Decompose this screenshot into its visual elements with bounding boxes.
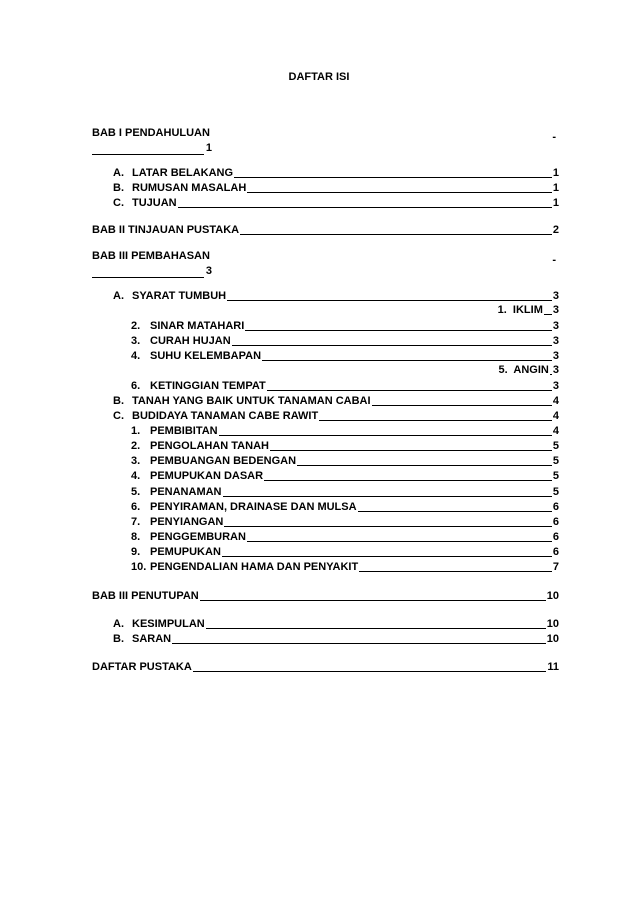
toc-page: 2 (552, 224, 559, 236)
toc-entry[interactable] (499, 364, 559, 377)
toc-leader (359, 571, 552, 572)
toc-leader (358, 511, 552, 512)
toc-leader (319, 420, 552, 421)
toc-entry-penutupan[interactable] (92, 588, 559, 603)
toc-label: 4. SUHU KELEMBAPAN (131, 350, 262, 362)
toc-page: 6 (552, 501, 559, 513)
toc-label: 2. SINAR MATAHARI (131, 320, 245, 332)
toc-page: 7 (552, 561, 559, 573)
toc-entry[interactable] (113, 631, 559, 646)
toc-leader (247, 541, 552, 542)
toc-leader (206, 628, 546, 629)
toc-label: C. BUDIDAYA TANAMAN CABE RAWIT (113, 410, 319, 422)
toc-page: 5 (552, 470, 559, 482)
toc-leader (550, 374, 552, 375)
toc-entry[interactable] (131, 544, 559, 559)
toc-label: 10. PENGENDALIAN HAMA DAN PENYAKIT (131, 561, 359, 573)
toc-leader (223, 496, 552, 497)
toc-leader (219, 435, 552, 436)
toc-entry[interactable] (131, 514, 559, 529)
toc-dash: - (552, 131, 556, 143)
toc-label: 8. PENGGEMBURAN (131, 531, 246, 543)
toc-page: 6 (552, 516, 559, 528)
toc-leader (270, 450, 552, 451)
toc-entry[interactable] (131, 559, 559, 574)
toc-label: 6. PENYIRAMAN, DRAINASE DAN MULSA (131, 501, 357, 513)
toc-leader (297, 465, 552, 466)
toc-page: 4 (552, 410, 559, 422)
toc-label: 3. PEMBUANGAN BEDENGAN (131, 455, 297, 467)
toc-label: B. SARAN (113, 633, 172, 645)
toc-page: 3 (552, 320, 559, 332)
toc-label: C. TUJUAN (113, 197, 177, 209)
toc-entry[interactable] (113, 180, 559, 195)
toc-label: 1. IKLIM (497, 304, 543, 316)
toc-label: 5. ANGIN (498, 364, 549, 376)
toc-leader (544, 314, 552, 315)
toc-entry[interactable] (131, 499, 559, 514)
toc-leader (262, 360, 552, 361)
toc-leader (200, 600, 546, 601)
toc-entry[interactable] (131, 318, 559, 333)
toc-entry[interactable] (131, 348, 559, 363)
toc-leader (178, 207, 552, 208)
toc-leader (240, 234, 552, 235)
toc-label: 4. PEMUPUKAN DASAR (131, 470, 264, 482)
toc-leader (232, 345, 552, 346)
toc-entry[interactable] (131, 378, 559, 393)
toc-label: A. LATAR BELAKANG (113, 167, 234, 179)
toc-leader (224, 526, 552, 527)
toc-leader (92, 265, 212, 278)
toc-label: BAB I PENDAHULUAN (92, 127, 210, 139)
toc-leader (92, 142, 212, 155)
toc-entry[interactable] (498, 304, 559, 317)
toc-leader (372, 405, 552, 406)
toc-label: BAB II TINJAUAN PUSTAKA (92, 224, 240, 236)
toc-page: 5 (552, 455, 559, 467)
toc-page: 10 (546, 618, 559, 630)
toc-entry-bab2[interactable] (92, 222, 559, 237)
toc-entry[interactable] (131, 438, 559, 453)
toc-page: 3 (552, 350, 559, 362)
toc-label: 7. PENYIANGAN (131, 516, 224, 528)
toc-page: 10 (546, 633, 559, 645)
toc-entry[interactable] (131, 423, 559, 438)
toc-page: 3 (552, 380, 559, 392)
toc-label: B. TANAH YANG BAIK UNTUK TANAMAN CABAI (113, 395, 371, 407)
toc-label: 5. PENANAMAN (131, 486, 222, 498)
toc-page: 3 (552, 335, 559, 347)
toc-entry[interactable] (131, 468, 559, 483)
toc-entry[interactable] (113, 165, 559, 180)
toc-label: 6. KETINGGIAN TEMPAT (131, 380, 266, 392)
toc-label: 2. PENGOLAHAN TANAH (131, 440, 269, 452)
toc-page: 3 (552, 290, 559, 302)
toc-entry[interactable] (113, 288, 559, 303)
toc-page: 3 (552, 304, 559, 316)
toc-page: 10 (546, 590, 559, 602)
page-title: DAFTAR ISI (288, 71, 350, 83)
toc-label: B. RUMUSAN MASALAH (113, 182, 247, 194)
toc-entry-pustaka[interactable] (92, 659, 559, 674)
toc-entry[interactable] (131, 333, 559, 348)
toc-label: DAFTAR PUSTAKA (92, 661, 192, 673)
toc-leader (222, 556, 552, 557)
toc-page: 4 (552, 425, 559, 437)
toc-page: 1 (552, 197, 559, 209)
toc-entry[interactable] (113, 408, 559, 423)
toc-entry-bab3[interactable] (92, 250, 212, 277)
toc-leader (247, 192, 552, 193)
toc-label: 9. PEMUPUKAN (131, 546, 221, 558)
toc-page: 6 (552, 531, 559, 543)
toc-page: 1 (552, 167, 559, 179)
toc-leader (227, 300, 552, 301)
toc-dash: - (552, 254, 556, 266)
toc-page: 6 (552, 546, 559, 558)
toc-leader (172, 643, 546, 644)
toc-label: A. SYARAT TUMBUH (113, 290, 227, 302)
toc-page: 5 (552, 440, 559, 452)
toc-page: 1 (552, 182, 559, 194)
toc-leader (245, 330, 552, 331)
toc-label: 1. PEMBIBITAN (131, 425, 218, 437)
toc-entry[interactable] (131, 484, 559, 499)
toc-label: A. KESIMPULAN (113, 618, 205, 630)
toc-label: BAB III PEMBAHASAN (92, 250, 210, 262)
toc-leader (193, 671, 547, 672)
toc-entry[interactable] (113, 393, 559, 408)
toc-page: 1 (205, 142, 212, 154)
toc-entry[interactable] (113, 195, 559, 210)
toc-leader (264, 480, 552, 481)
toc-label: BAB III PENUTUPAN (92, 590, 199, 602)
toc-page: 11 (547, 661, 559, 673)
toc-page: 3 (552, 364, 559, 376)
toc-leader (234, 177, 552, 178)
toc-label: 3. CURAH HUJAN (131, 335, 231, 347)
toc-entry-bab1[interactable] (92, 127, 212, 154)
toc-leader (267, 390, 552, 391)
toc-page: 4 (552, 395, 559, 407)
toc-page: 3 (205, 265, 212, 277)
toc-page: 5 (552, 486, 559, 498)
toc-entry[interactable] (113, 616, 559, 631)
toc-entry[interactable] (131, 453, 559, 468)
toc-entry[interactable] (131, 529, 559, 544)
